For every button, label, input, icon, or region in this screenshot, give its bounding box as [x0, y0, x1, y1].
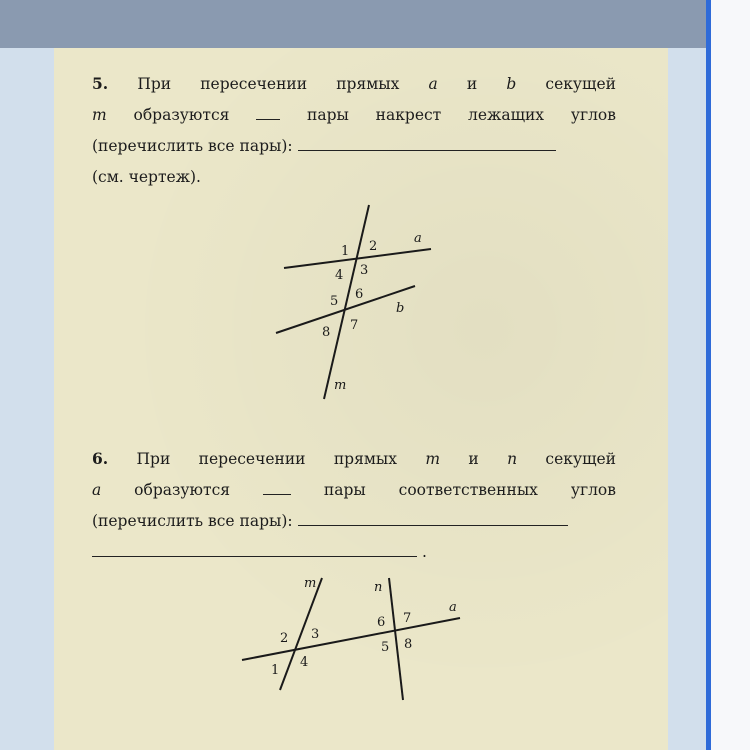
problem-5-line-4: (см. чертеж). [92, 168, 201, 186]
problem-6-line-3: (перечислить все пары): [92, 506, 616, 537]
problem-5-line-1: 5. При пересечении прямых a и b секущей [92, 74, 616, 93]
problem-5-line-3: (перечислить все пары): [92, 131, 616, 162]
angle-label-1: 1 [341, 244, 350, 259]
problem-5-line-2: m образуются пары накрест лежащих углов [92, 106, 616, 124]
angle-label-3: 3 [360, 263, 369, 278]
line-n-6 [389, 578, 403, 700]
line-a-6 [242, 618, 460, 660]
problem-6-line-4: . [92, 537, 616, 568]
angle-label-6-2: 2 [280, 631, 289, 646]
line-a-label: a [414, 231, 422, 246]
angle-label-5: 5 [330, 294, 339, 309]
angle-label-6-3: 3 [311, 627, 320, 642]
angle-label-6-8: 8 [404, 637, 413, 652]
line-m-label: m [334, 378, 347, 393]
angle-label-8: 8 [322, 325, 331, 340]
angle-label-6-6: 6 [377, 615, 386, 630]
line-a-6-label: a [449, 600, 457, 615]
line-m-6-label: m [304, 576, 317, 591]
problem-6-line-1: 6. При пересечении прямых m и n секущей [92, 449, 616, 468]
angle-label-6-4: 4 [300, 655, 309, 670]
line-b-label: b [396, 301, 405, 316]
angle-label-4: 4 [335, 268, 344, 283]
problem-5-number: 5. [92, 74, 109, 93]
angle-label-7: 7 [350, 318, 359, 333]
problem-6-number: 6. [92, 449, 109, 468]
angle-label-6-5: 5 [381, 640, 390, 655]
angle-label-2: 2 [369, 239, 378, 254]
line-n-6-label: n [374, 580, 383, 595]
angle-label-6: 6 [355, 287, 364, 302]
angle-label-6-7: 7 [403, 611, 412, 626]
angle-label-6-1: 1 [271, 663, 280, 678]
problem-6-line-2: a образуются пары соответственных углов [92, 481, 616, 499]
